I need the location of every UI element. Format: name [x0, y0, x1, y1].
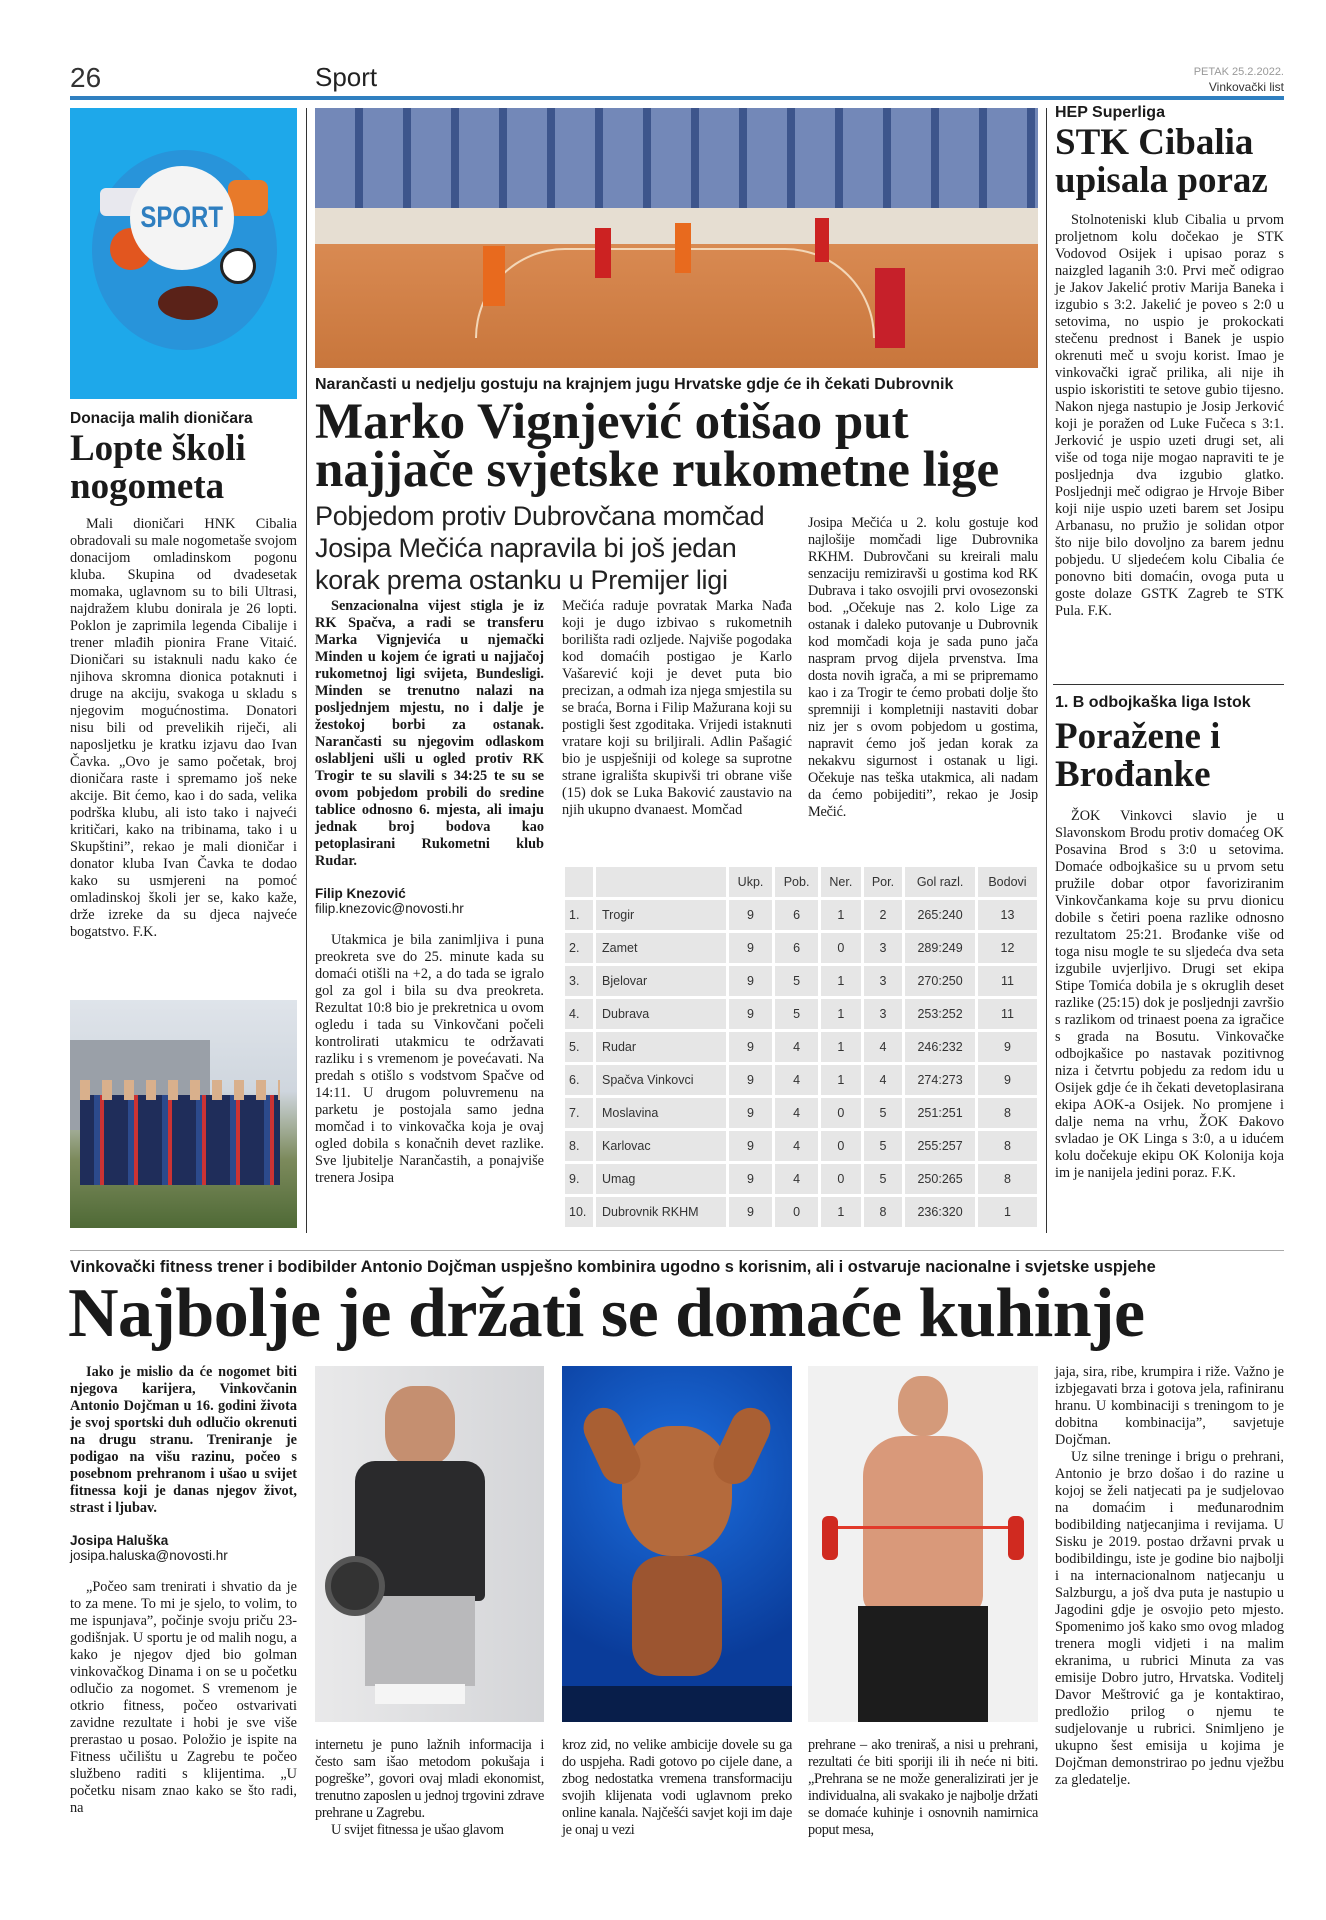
table-header-cell: Pob. [775, 867, 818, 897]
table-cell: 9 [729, 1197, 772, 1227]
team-name: Trogir [596, 900, 726, 930]
main-subheadline: Pobjedom protiv Dubrovčana momčad Josipa Mečića napravila bi još jedan korak prema ostanku u Premijer ligi [315, 501, 765, 595]
table-row [565, 933, 1037, 963]
table-cell: 4 [775, 1131, 818, 1161]
handball-match-photo [315, 108, 1038, 368]
table-cell: 8 [978, 1098, 1037, 1128]
team-name: Karlovac [596, 1131, 726, 1161]
rank: 10. [565, 1197, 593, 1227]
table-row [565, 1164, 1037, 1194]
team-name: Dubrovnik RKHM [596, 1197, 726, 1227]
table-header-cell: Bodovi [978, 867, 1037, 897]
team-name: Rudar [596, 1032, 726, 1062]
table-cell: 0 [775, 1197, 818, 1227]
athlete-training-photo [808, 1366, 1038, 1722]
table-cell: 11 [978, 999, 1037, 1029]
rank: 1. [565, 900, 593, 930]
table-cell: 9 [729, 933, 772, 963]
bottom-kicker: Vinkovački fitness trener i bodibilder Antonio Dojčman uspješno kombinira ugodno s korisnim, ali i ostvaruje nacionalne i svjetske uspjehe [70, 1258, 1156, 1276]
team-name: Dubrava [596, 999, 726, 1029]
page-number: 26 [70, 62, 102, 93]
table-cell: 2 [864, 900, 903, 930]
table-cell: 9 [729, 1131, 772, 1161]
main-article-col2: Mečića raduje povratak Marka Nađa koji je dugo izbivao s rukometnih borilišta radi ozljede. Najviše pogodaka kod domaćih postigao je Karlo Vašarević koji je devet puta bio precizan, a odmah iza njega smjestila su se braća, Borna i Filip Mažurana koji su postigli šest zgoditaka. Vrijedi istaknuti vratare koji su briljirali. Adlin Pašagić bio je uspješniji od kolege sa suprotne strane igrališta skupivši tri obrane više (15) dok se Luka Baković zaustavio na njih ukupno dvanaest. Momčad [562, 598, 792, 818]
table-cell: 250:265 [905, 1164, 975, 1194]
rank: 6. [565, 1065, 593, 1095]
table-cell: 236:320 [905, 1197, 975, 1227]
table-cell: 289:249 [905, 933, 975, 963]
right-bottom-body: ŽOK Vinkovci slavio je u Slavonskom Brodu protiv domaćeg OK Posavina Brod s 3:0 u setovima. Domaće odbojkašice su u prvom setu pružile dobar otpor favoriziranim Vinkovčankama koje su prvu dionicu dobile s četiri poena razlike odnosno rezultatom 25:21. Brođanke više od toga nisu mogle te su sljedeća dva seta izgubile uvjerljivo. Drugi set ekipa Stipe Tomića dobila je s okruglih deset razlike (25:15) dok je posljednji završio s razlikom od trinaest poena za igračice s grada na Bosutu. Vinkovačke odbojkašice po nastavak pozitivnog niza i četvrtu pobjedu za redom idu u Osijek gdje će ih čekati devetoplasirana ekipa AOK-a Osijek. No promjene i dalje nema na vrhu, ŽOK Đakovo svladao je OK Linga s 3:0, a u idućem kolu dočekuje ekipu OK Kolonija koja im je nanijela jedini poraz. F.K. [1055, 808, 1284, 1181]
header-rule [70, 96, 1284, 100]
bottom-article-col4: prehrane – ako treniraš, a nisi u prehrani, rezultati će biti sporiji ili ih neće ni biti. „Prehrana se ne može generalizirati jer je individualna, ali svakako je najbolje držati se domaće kuhinje i osnovnih namirnica poput mesa, [808, 1737, 1038, 1838]
team-name: Spačva Vinkovci [596, 1065, 726, 1095]
right-top-body: Stolnoteniski klub Cibalia u prvom proljetnom kolu dočekao je STK Vodovod Osijek i upisao poraz s naizgled laganih 3:0. Prvi meč odigrao je Jakov Jakelić protiv Marija Baneka i izgubio s 3:2. Jakelić je poveo s 2:0 u setovima, no uspio je prokockati stečenu prednost i Banek je uspio okrenuti meč u svoju korist. Imao je vinkovački igrač prilika, ali nije ih uspio iskoristiti te setove gubio tijesno. Nakon njega nastupio je Josip Jerković koji je poražen od Luke Fučeca s 3:1. Jerković je uspio uzeti drugi set, ali više od toga nije mogao napraviti te je posljednja dva izgubio glatko. Posljednji meč odigrao je Hrvoje Biber koji nije uspio uzeti barem set Josipu Arbanasu, no pružio je solidan otpor što nije bilo dovoljno za barem jednu pobjedu. U sljedećem kolu Cibalia će ponovno biti domaćin, ovoga puta u goste dolaze GSTK Zagreb te STK Pula. F.K. [1055, 212, 1284, 619]
table-row [565, 1197, 1037, 1227]
table-cell: 0 [821, 1164, 861, 1194]
rank: 5. [565, 1032, 593, 1062]
table-cell: 1 [821, 966, 861, 996]
table-row [565, 1032, 1037, 1062]
table-cell: 270:250 [905, 966, 975, 996]
main-kicker: Narančasti u nedjelju gostuju na krajnjem jugu Hrvatske gdje će ih čekati Dubrovnik [315, 376, 954, 393]
newspaper-name: Vinkovački list [1208, 80, 1284, 94]
table-header-cell [565, 867, 593, 897]
rank: 7. [565, 1098, 593, 1128]
table-cell: 1 [821, 999, 861, 1029]
table-cell: 0 [821, 933, 861, 963]
team-photo [70, 1000, 297, 1228]
league-standings-table [562, 864, 1040, 1230]
team-name: Bjelovar [596, 966, 726, 996]
table-cell: 9 [729, 999, 772, 1029]
right-bottom-kicker: 1. B odbojkaška liga Istok [1055, 694, 1251, 711]
table-row [565, 900, 1037, 930]
table-cell: 9 [729, 1098, 772, 1128]
main-headline-line1: Marko Vignjević otišao put [315, 394, 909, 450]
table-cell: 13 [978, 900, 1037, 930]
table-cell: 1 [821, 1032, 861, 1062]
bodybuilder-stage-photo [562, 1366, 792, 1722]
issue-date: PETAK 25.2.2022. [1193, 66, 1284, 78]
table-header-cell: Por. [864, 867, 903, 897]
table-cell: 4 [775, 1164, 818, 1194]
table-cell: 5 [775, 966, 818, 996]
table-cell: 9 [729, 900, 772, 930]
table-cell: 4 [775, 1032, 818, 1062]
team-name: Moslavina [596, 1098, 726, 1128]
table-cell: 265:240 [905, 900, 975, 930]
main-article-col3: Josipa Mečića u 2. kolu gostuje kod najlošije momčadi lige Dubrovnika RKHM. Dubrovčani su kreirali malu senzaciju remiziravši u gostima kod RK Dubrava i tako osvojili prvi ovosezonski bod. „Očekuje nas 2. kolo Lige za ostanak i daleko putovanje u Dubrovnik kod momčadi koja je sada puno jača naspram prvog dijela prvenstva. Ima dosta novih igrača, a mi se pripremamo kao i za Trogir te ćemo probati dolje što spremniji i kompletniji nastaviti dobar niz jer s ovom pobjedom u gostima, napravit ćemo još jedan korak za nekakvu sigurnost i ostanak u ligi. Očekuje nas teška utakmica, ali nadam da ćemo pobijediti”, rekao je Josip Mečić. [808, 515, 1038, 820]
rank: 9. [565, 1164, 593, 1194]
author-email[interactable]: josipa.haluska@novosti.hr [70, 1548, 228, 1563]
table-row [565, 966, 1037, 996]
table-cell: 12 [978, 933, 1037, 963]
table-header-cell: Gol razl. [905, 867, 975, 897]
table-cell: 8 [978, 1164, 1037, 1194]
table-row [565, 999, 1037, 1029]
table-cell: 5 [864, 1131, 903, 1161]
team-name: Zamet [596, 933, 726, 963]
left-kicker: Donacija malih dioničara [70, 410, 253, 427]
right-bottom-headline: Poražene i Brođanke [1055, 716, 1221, 795]
table-cell: 6 [775, 900, 818, 930]
author-name: Josipa Haluška [70, 1533, 169, 1548]
table-cell: 253:252 [905, 999, 975, 1029]
table-cell: 9 [978, 1065, 1037, 1095]
main-article-col1: Senzacionalna vijest stigla je iz RK Spačva, a radi se transferu Marka Vignjevića u njemački Minden u kojem će igrati u najjačoj rukometnoj ligi svijeta, Bundesligi. Minden se trenutno nalazi na posljednjem mjestu, no i dalje je žestokoj borbi za ostanak. Narančasti su njegovim odlaskom oslabljeni ušli u ogled protiv RK Trogir te su slavili s 34:25 te su se ovom pobjedom probili do sredine tablice odnosno 6. mjesta, ali imaju jednak broj bodova kao petoplasirani Rukometni klub Rudar. Filip Knezović filip.knezovic@novosti.hr Utakmica je bila zanimljiva i puna preokreta sve do 25. minute kada su domaći otišli na +2, a do tada se igralo gol za gol i bila su dva preokreta. Rezultat 10:8 bio je prekretnica u ovom ogledu i tada su Vinkovčani počeli kontrolirati utakmicu te održavati razliku i s vremenom je povećavati. Na predah s otišlo s vodstvom Spačve od 14:11. U drugom poluvremenu na parketu je postojala samo jedna momčad i to vinkovačka koja je ovaj ogled dobila s konačnih devet razlike. Sve ljubitelje Narančastih, a ponajviše trenera Josipa [315, 598, 544, 1186]
table-cell: 1 [821, 1197, 861, 1227]
table-cell: 251:251 [905, 1098, 975, 1128]
table-cell: 4 [864, 1065, 903, 1095]
main-lead: Senzacionalna vijest stigla je iz RK Spačva, a radi se transferu Marka Vignjevića u njemački Minden u kojem će igrati u najjačoj rukometnoj ligi svijeta, Bundesligi. Minden se trenutno nalazi na posljednjem mjestu, no i dalje je žestokoj borbi za ostanak. Narančasti su njegovim odlaskom oslabljeni ušli u ogled protiv RK Trogir te su slavili s 34:25 te su se ovom pobjedom probili do sredine tablice odnosno 6. mjesta, ali imaju jednak broj bodova kao petoplasirani Rukometni klub Rudar. [315, 598, 544, 869]
rank: 8. [565, 1131, 593, 1161]
table-cell: 8 [978, 1131, 1037, 1161]
section-title: Sport [315, 62, 378, 92]
table-row [565, 1065, 1037, 1095]
bottom-headline: Najbolje je držati se domaće kuhinje [68, 1275, 1145, 1352]
table-cell: 1 [821, 1065, 861, 1095]
bottom-article-col5: jaja, sira, ribe, krumpira i riže. Važno je izbjegavati brza i gotova jela, rafiniranu hranu. U kombinaciji s treningom to je dobitna kombinacija”, savjetuje Dojčman. Uz silne treninge i brigu o prehrani, Antonio je brzo došao i do razine u kojoj se želi natjecati pa je sudjelovao na domaćim i međunarodnim bodibilding natjecanjima i revijama. U Sisku je 2019. postao državni prvak u bodibildingu, iste je godine bio najbolji i na internacionalnom natjecanju u Salzburgu, a još dva puta je nastupio u Jagodini gdje je osvojio peto mjesto. Spomenimo još kako smo ovog mladog trenera mogli vidjeti i na malim ekranima, u rubrici Minuta za vas emisije Dobro jutro, Hrvatska. Voditelj Davor Meštrović ga je kontaktirao, predložio prilog o njemu te sudjelovanje u rubrici. Snimljeno je ukupno šest emisija u kojima je Dojčman demonstrirao po jednu vježbu za gledatelje. [1055, 1364, 1284, 1788]
table-cell: 1 [821, 900, 861, 930]
bottom-article-col3: kroz zid, no velike ambicije dovele su ga do uspjeha. Radi gotovo po cijele dane, a zbog nedostatka vremena transformaciju svojih klijenata vodi uglavnom preko online kanala. Najčešći savjet koji im daje je onaj u vezi [562, 1737, 792, 1838]
bottom-article-col2: internetu je puno lažnih informacija i često sam išao metodom pokušaja i pogreške”, govori ovaj mladi ekonomist, trenutno zaposlen u jednoj trgovini zdrave prehrane u Zagrebu. U svijet fitnessa je ušao glavom [315, 1737, 544, 1838]
table-cell: 4 [775, 1065, 818, 1095]
table-cell: 1 [978, 1197, 1037, 1227]
table-cell: 9 [729, 1164, 772, 1194]
team-name: Umag [596, 1164, 726, 1194]
author-email[interactable]: filip.knezovic@novosti.hr [315, 901, 464, 916]
table-header-cell [596, 867, 726, 897]
table-header-cell: Ukp. [729, 867, 772, 897]
table-cell: 5 [864, 1098, 903, 1128]
table-cell: 0 [821, 1131, 861, 1161]
table-row [565, 1131, 1037, 1161]
table-cell: 6 [775, 933, 818, 963]
rank: 3. [565, 966, 593, 996]
column-divider [1046, 108, 1047, 1233]
sport-logo-text: SPORT [140, 201, 224, 234]
table-cell: 255:257 [905, 1131, 975, 1161]
author-name: Filip Knezović [315, 886, 406, 901]
table-cell: 274:273 [905, 1065, 975, 1095]
table-cell: 3 [864, 933, 903, 963]
table-cell: 11 [978, 966, 1037, 996]
table-cell: 5 [775, 999, 818, 1029]
table-cell: 3 [864, 966, 903, 996]
main-headline-line2: najjače svjetske rukometne lige [315, 442, 1000, 498]
rank: 2. [565, 933, 593, 963]
left-headline: Lopte školi nogometa [70, 428, 246, 507]
article-divider [1053, 684, 1284, 685]
left-article-body: Mali dioničari HNK Cibalia obradovali su male nogometaše svojom donacijom omladinskom pogonu kluba. Skupina od dvadesetak momaka, uglavnom su to bili Ultrasi, najdražem klubu donirala je 26 lopti. Poklon je zaprimila legenda Cibalije i trener mlađih pionira Frane Vitaić. Dioničari su istaknuli nadu kako će njihova skromna dionica potaknuti i druge na akciju, svakoga u skladu s njegovim mogućnostima. Donatori nisu bili od prevelikih riječi, ali naposljetku je kratku izjavu dao Ivan Čavka. „Ovo je samo početak, broj dioničara raste i spremamo još neke akcije. Bit ćemo, kao i do sada, velika podrška klubu, ali isto tako i najveći kritičari, kako na tribinama, tako i u Skupštini”, rekao je mali dioničar i donator kluba Ivan Čavka te dodao kako su usmjereni na pomoć omladinskoj školi jer se, kako kaže, drže izreke da su djeca najveće bogatstvo. F.K. [70, 516, 297, 940]
table-cell: 3 [864, 999, 903, 1029]
table-cell: 5 [864, 1164, 903, 1194]
table-cell: 9 [729, 1032, 772, 1062]
right-top-headline: STK Cibalia upisala poraz [1055, 122, 1268, 201]
right-top-kicker: HEP Superliga [1055, 104, 1165, 121]
bottom-article-col1: Iako je mislio da će nogomet biti njegova karijera, Vinkovčanin Antonio Dojčman u 16. godini života je svoj sportski duh odlučio okrenuti na drugu stranu. Treniranje je podigao na višu razinu, počeo s posebnom prehranom i ušao u svijet fitnessa koji je danas njegov život, strast i ljubav. Josipa Haluška josipa.haluska@novosti.hr „Počeo sam trenirati i shvatio da je to za mene. To mi je sjelo, to volim, to me ispunjava”, počinje svoju priču 23-godišnjak. U sportu je od malih nogu, a kako je njegov djed bio golman vinkovačkog Dinama i on se u početku odlučio za nogomet. S vremenom je otkrio fitness, počeo ostvarivati zavidne rezultate i hobi je sve više prerastao u posao. Položio je ispite na Fitness učilištu u Zagrebu te počeo službeno raditi s klijentima. „U početku nisam znao kako se što radi, na [70, 1364, 297, 1816]
table-cell: 4 [775, 1098, 818, 1128]
table-cell: 8 [864, 1197, 903, 1227]
athlete-photo-gym [315, 1366, 544, 1722]
table-header-cell: Ner. [821, 867, 861, 897]
rank: 4. [565, 999, 593, 1029]
table-cell: 4 [864, 1032, 903, 1062]
table-cell: 9 [729, 1065, 772, 1095]
table-cell: 246:232 [905, 1032, 975, 1062]
article-divider [70, 1250, 1284, 1251]
table-cell: 9 [729, 966, 772, 996]
table-cell: 9 [978, 1032, 1037, 1062]
table-row [565, 1098, 1037, 1128]
sport-illustration [70, 108, 297, 399]
column-divider [306, 108, 307, 1233]
table-cell: 0 [821, 1098, 861, 1128]
